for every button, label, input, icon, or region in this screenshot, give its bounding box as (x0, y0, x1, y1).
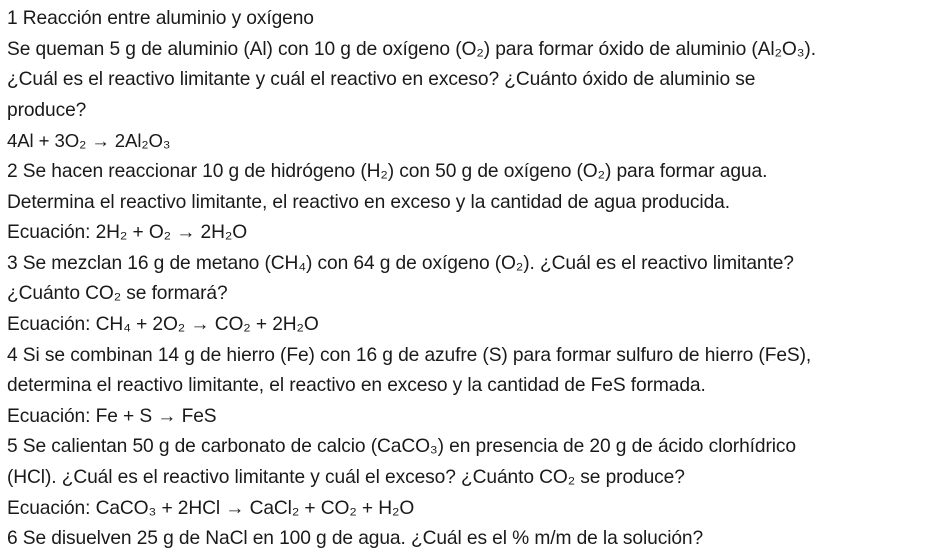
exercise-5-question: (HCl). ¿Cuál es el reactivo limitante y cuál el exceso? ¿Cuánto CO₂ se produce? (7, 466, 685, 488)
exercise-sheet (7, 4, 937, 555)
exercise-4-equation: Ecuación: Fe + S → FeS (7, 405, 217, 427)
exercise-1-equation: 4Al + 3O₂ → 2Al₂O₃ (7, 130, 171, 152)
exercise-2-text: 2 Se hacen reaccionar 10 g de hidrógeno (H₂) con 50 g de oxígeno (O₂) para formar agua. (7, 160, 768, 182)
exercise-6-text: 6 Se disuelven 25 g de NaCl en 100 g de agua. ¿Cuál es el % m/m de la solución? (7, 528, 704, 550)
exercise-4-text: 4 Si se combinan 14 g de hierro (Fe) con 16 g de azufre (S) para formar sulfuro de hierro (FeS), (7, 344, 812, 366)
exercise-2-equation: Ecuación: 2H₂ + O₂ → 2H₂O (7, 222, 248, 244)
exercise-1-text: Se queman 5 g de aluminio (Al) con 10 g de oxígeno (O₂) para formar óxido de aluminio (Al₂O₃). (7, 38, 816, 60)
exercise-1-question: ¿Cuál es el reactivo limitante y cuál el reactivo en exceso? ¿Cuánto óxido de aluminio se (7, 69, 756, 91)
exercise-5-equation: Ecuación: CaCO₃ + 2HCl → CaCl₂ + CO₂ + H₂O (7, 497, 415, 519)
exercise-3-equation: Ecuación: CH₄ + 2O₂ → CO₂ + 2H₂O (7, 313, 319, 335)
exercise-1-question-cont: produce? (7, 99, 87, 121)
exercise-3-text: 3 Se mezclan 16 g de metano (CH₄) con 64 g de oxígeno (O₂). ¿Cuál es el reactivo limitante? (7, 252, 794, 274)
exercise-4-question: determina el reactivo limitante, el reactivo en exceso y la cantidad de FeS formada. (7, 375, 706, 397)
exercise-5-text: 5 Se calientan 50 g de carbonato de calcio (CaCO₃) en presencia de 20 g de ácido clorhídrico (7, 436, 796, 458)
exercise-1-title: 1 Reacción entre aluminio y oxígeno (7, 8, 314, 29)
exercise-2-question: Determina el reactivo limitante, el reactivo en exceso y la cantidad de agua producida. (7, 191, 730, 213)
exercise-3-question: ¿Cuánto CO₂ se formará? (7, 283, 228, 305)
